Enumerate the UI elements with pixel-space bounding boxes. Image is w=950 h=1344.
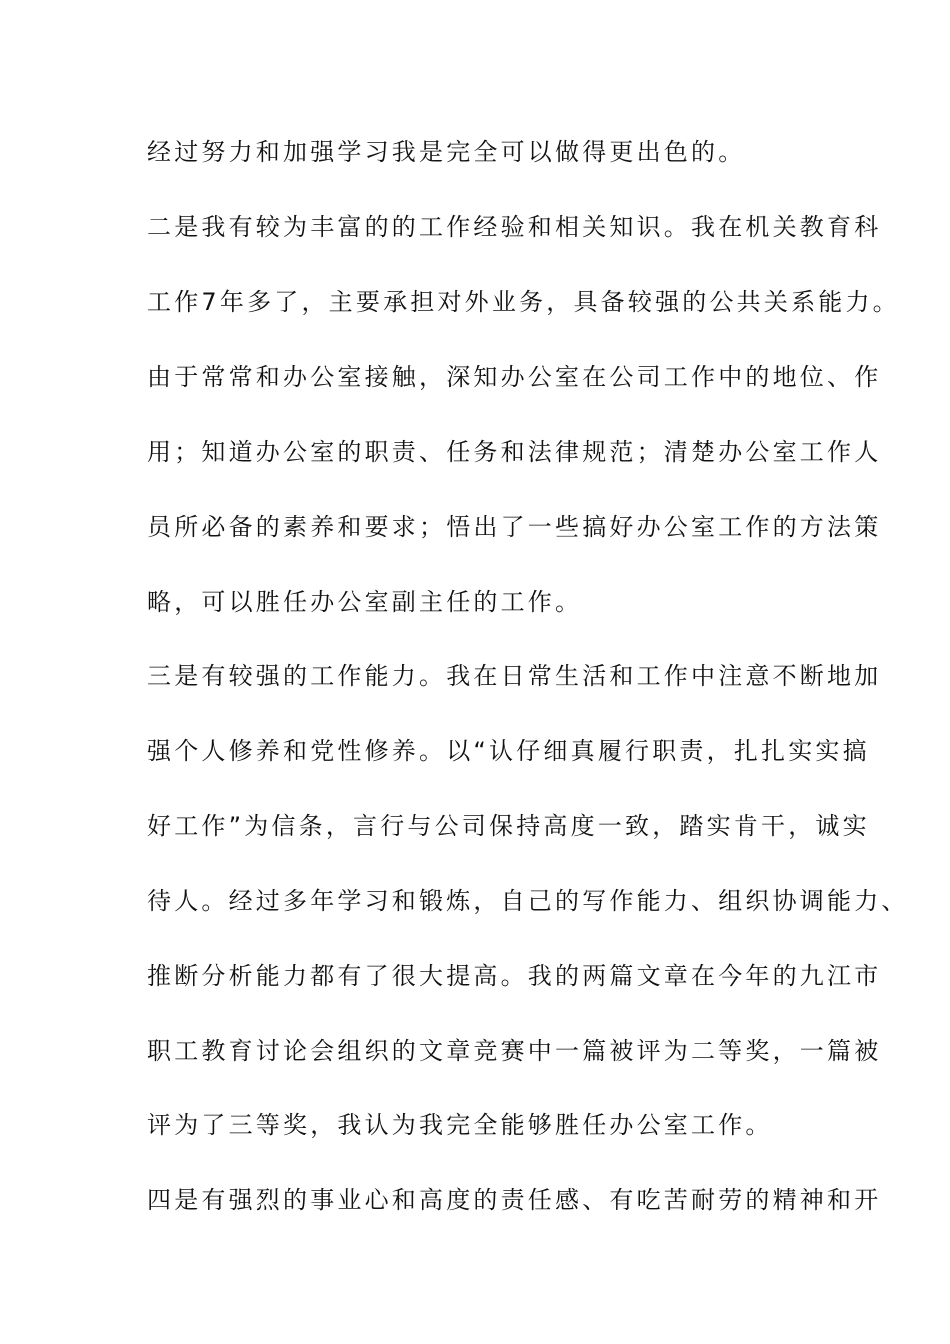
text-line: 三是有较强的工作能力。我在日常生活和工作中注意不断地加 — [147, 662, 882, 690]
text-line: 四是有强烈的事业心和高度的责任感、有吃苦耐劳的精神和开 — [147, 1186, 882, 1214]
text-line: 用；知道办公室的职责、任务和法律规范；清楚办公室工作人 — [147, 438, 882, 466]
text-line: 强个人修养和党性修养。以“认仔细真履行职责，扎扎实实搞 — [147, 737, 870, 765]
text-line: 工作7年多了，主要承担对外业务，具备较强的公共关系能力。 — [147, 288, 900, 316]
text-line: 待人。经过多年学习和锻炼，自己的写作能力、组织协调能力、 — [147, 887, 909, 915]
text-line: 好工作”为信条，言行与公司保持高度一致，踏实肯干，诚实 — [147, 812, 870, 840]
text-line: 略，可以胜任办公室副主任的工作。 — [147, 588, 583, 616]
text-line: 员所必备的素养和要求；悟出了一些搞好办公室工作的方法策 — [147, 513, 882, 541]
text-line: 推断分析能力都有了很大提高。我的两篇文章在今年的九江市 — [147, 962, 882, 990]
text-line: 职工教育讨论会组织的文章竞赛中一篇被评为二等奖，一篇被 — [147, 1037, 882, 1065]
text-line: 评为了三等奖，我认为我完全能够胜任办公室工作。 — [147, 1111, 773, 1139]
text-line: 由于常常和办公室接触，深知办公室在公司工作中的地位、作 — [147, 363, 882, 391]
text-line: 二是我有较为丰富的的工作经验和相关知识。我在机关教育科 — [147, 213, 882, 241]
text-line: 经过努力和加强学习我是完全可以做得更出色的。 — [147, 138, 746, 166]
